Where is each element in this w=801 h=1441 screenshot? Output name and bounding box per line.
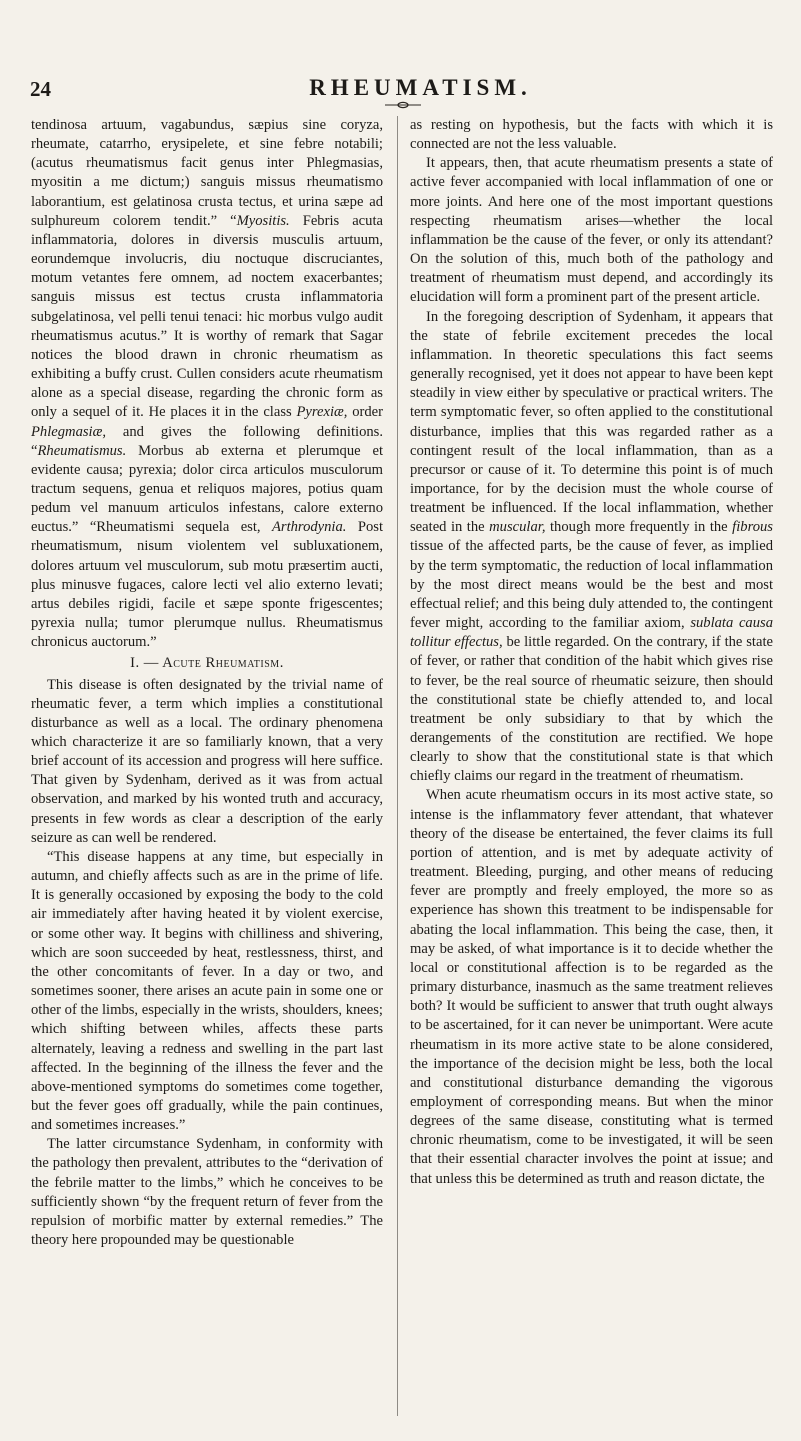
running-title: RHEUMATISM.: [309, 75, 532, 100]
paragraph: When acute rheumatism occurs in its most active state, so intense is the inflammatory fever attendant, that whatever theory of the disease be entertained, the fever claims its full portion of attention, and is met by adequate activity of treatment. Bleeding, purging, and other means of reducing fever are promptly and freely employed, the more so as experience has shown this treatment to be indispensable for abating the local inflammation. This being the case, then, it may be asked, of what importance is it to decide whether the local or constitutional affection is to be regarded as the primary disturbance, inasmuch as the same treatment relieves both? It would be sufficient to answer that truth ought always to be ascertained, for it can never be unimportant. Were acute rheumatism in its more active state to be alone considered, the importance of the decision might be less, both the local and constitutional disturbance demanding the vigorous employment of corresponding means. But when the minor degrees of the same disease, constituting what is termed chronic rheumatism, come to be investigated, it will be seen that their essential character involves the point at issue; and that unless this be determined as truth and reason dictate, the: [410, 787, 773, 1187]
text-run: In the foregoing description of Sydenham, it appears that the state of febrile excitement precedes the local inflammation. In theoretic speculations this fact seems generally recognised, yet it does not appear to have been kept steadily in view either by speculative or practical writers. The term symptomatic fever, so often applied to the constitutional disturbance, implies that this was regarded rather as a contingent result of the local inflammation, than as a precursor or cause of it. To determine this point is of much importance, for by the decision must the whole course of treatment be influenced. If the local inflammation, whether seated in the: [410, 308, 773, 536]
text-run: Post rheumatismum, nisum violentem vel subluxationem, dolores artuum vel musculorum, sub motu præsertim aucti, plus minusve fugaces, calore lecti vel alio externo levati; artus debiles rigidi, facile et sæpe sponte frigescentes; pyrexia nulla; tumor plerumque nullus. Rheumatismus chronicus auctorum.”: [31, 519, 383, 651]
left-column: [31, 116, 383, 1250]
quote-paragraph: “This disease happens at any time, but especially in autumn, and chiefly affects such as are in the prime of life. It is generally occasioned by exposing the body to the cold air immediately after having heated it by violent exercise, or some other way. It begins with chilliness and shivering, which are soon succeeded by heat, restlessness, thirst, and the other concomitants of fever. In a day or two, and sometimes sooner, there arises an acute pain in some one or other of the limbs, especially in the wrists, shoulders, knees; which shifting between whiles, affects these parts alternately, leaving a redness and swelling in the part last affected. In the beginning of the illness the fever and the above-mentioned symptoms do sometimes come together, but the fever goes off gradually, while the pain continues, and sometimes increases.”: [31, 848, 383, 1134]
paragraph: [410, 308, 773, 787]
text-run: order: [347, 404, 383, 421]
section-heading: I. — Acute Rheumatism.: [130, 655, 284, 672]
italic-term: Phlegmasiæ,: [31, 423, 106, 440]
paragraph: as resting on hypothesis, but the facts with which it is connected are not the less valuable.: [410, 117, 773, 153]
paragraph: This disease is often designated by the trivial name of rheumatic fever, a term which implies a constitutional disturbance as well as a local. The ordinary phenomena which characterize it are so familiarly known, that a very brief account of its accession and progress will here suffice. That given by Sydenham, derived as it was from actual observation, and marked by his wonted truth and accuracy, presents in few words as clear a description of the early seizure as can well be rendered.: [31, 676, 383, 846]
italic-term: Rheumatismus.: [37, 442, 127, 459]
paragraph: The latter circumstance Sydenham, in conformity with the pathology then prevalent, attributes to the “derivation of the febrile matter to the limbs,” which he conceives to be sufficiently shown “by the frequent return of fever from the repulsion of morbific matter by external remedies.” The theory here propounded may be questionable: [31, 1136, 383, 1249]
column-divider: [397, 116, 398, 1416]
right-column: [410, 116, 773, 1189]
paragraph: It appears, then, that acute rheumatism presents a state of active fever accompanied with local inflammation of one or more joints. And here one of the most important questions respecting rheumatism arises—whether the local inflammation be the cause of the fever, or only its attendant? On the solution of this, much both of the pathology and treatment of rheumatism must depend, and accordingly its elucidation will form a prominent part of the present article.: [410, 155, 773, 306]
text-run: Febris acuta inflammatoria, dolores in diversis musculis artuum, eorundemque involucris, diu noctuque discruciantes, motum vetantes fere omnem, ad noctem exacerbantes; sanguis missus est tectus crusta inflammatoria subgelatinosa, vel pelli tenui tenaci: hic morbus vulgo audit rheumatismus acutus.” It is worthy of remark that Sagar notices the blood drawn in chronic rheumatism as exhibiting a buffy crust. Cullen considers acute rheumatism alone as a special disease, regarding the chronic form as only a sequel of it. He places it in the class: [31, 212, 383, 421]
text-run: and gives the following definitions. “: [31, 423, 383, 459]
text-run: be little regarded. On the contrary, if the state of fever, or rather that condition of the habit which gives rise to fever, be the real source of rheumatic seizure, then should the constitutional state be chiefly attended to, and local treatment be only subsidiary to that by which the derangements of the constitution are rectified. We hope clearly to show that the constitutional state is that which chiefly claims our regard in the treatment of rheumatism.: [410, 634, 773, 785]
paragraph: [31, 116, 383, 652]
page-number: 24: [30, 77, 51, 101]
italic-term: Myositis.: [236, 212, 290, 229]
italic-term: sublata causa tollitur effectus,: [410, 615, 773, 651]
italic-term: muscular,: [489, 519, 546, 536]
italic-term: Pyrexiæ,: [296, 404, 348, 421]
ornament-rule-icon: [385, 101, 421, 109]
text-run: though more frequently in the: [545, 519, 733, 536]
italic-term: fibrous: [732, 519, 773, 536]
text-run: tendinosa artuum, vagabundus, sæpius sine coryza, rheumate, catarrho, erysipelete, et sine febre notabili; (acutus rheumatismus facit genus inter Phlegmasias, myositin a me dictum;) sanguis missus rheumatismo laborantium, est gelatinosa crusta tectus, et urina sæpe ad sulphureum colorem tendit.” “: [31, 117, 383, 229]
italic-term: Arthrodynia.: [271, 519, 347, 536]
text-run: tissue of the affected parts, be the cause of fever, as implied by the term symptomatic, the reduction of local inflammation by the most direct means would be the best and most effectual relief; and this being duly attended to, the contingent fever might, according to the familiar axiom,: [410, 538, 773, 632]
text-run: Morbus ab externa et plerumque et evidente causa; pyrexia; dolor circa articulos musculorum tractum sequens, genua et reliquos majores, potius quam pedum vel manuum articulos infestans, calore externo euctus.” “Rheumatismi sequela est,: [31, 442, 383, 536]
